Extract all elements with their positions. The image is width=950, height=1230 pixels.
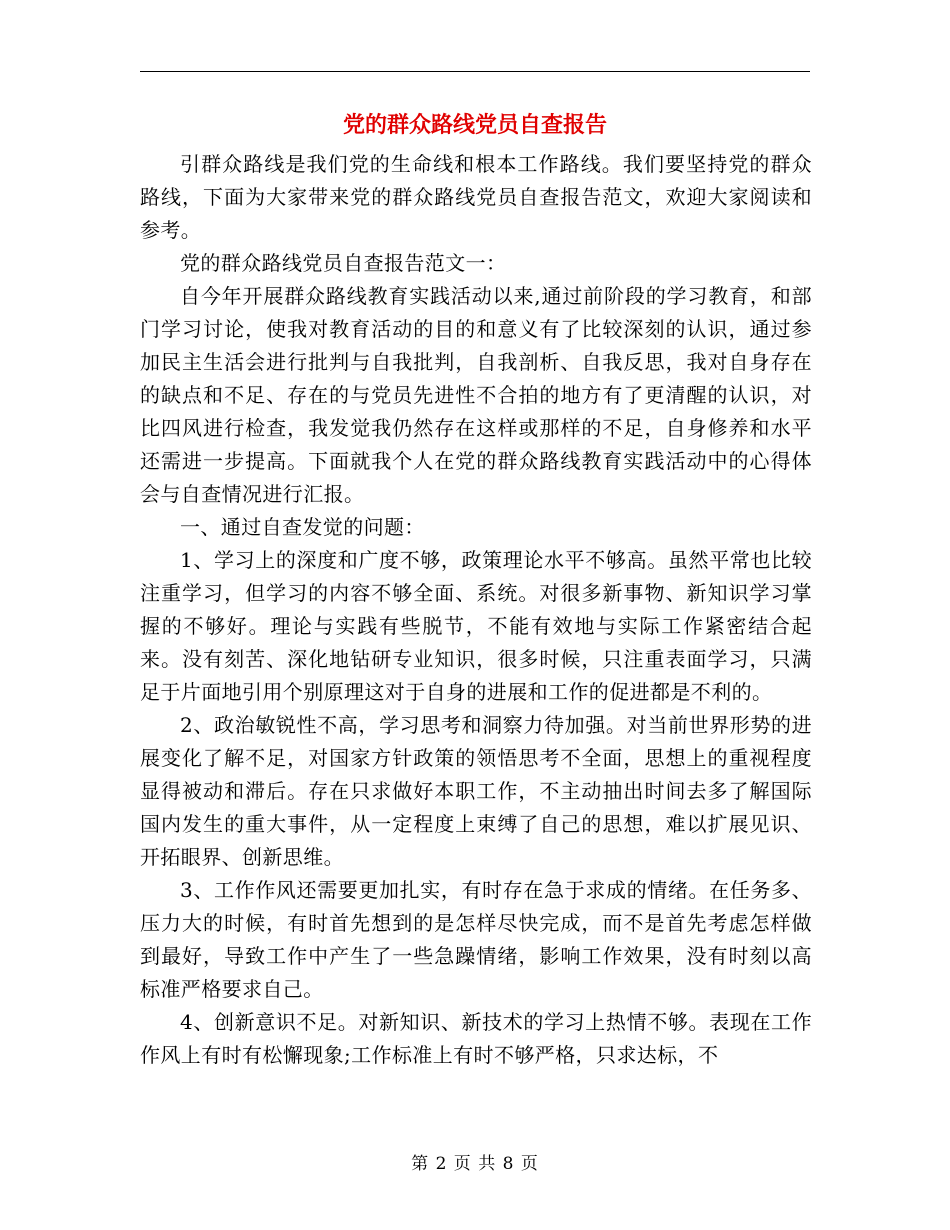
issue-item-3: 3、工作作风还需要更加扎实，有时存在急于求成的情绪。在任务多、压力大的时候，有时首先想到的是怎样尽快完成，而不是首先考虑怎样做到最好，导致工作中产生了一些急躁情绪，影响工作效果，没有时刻以高标准严格要求自己。 [140, 878, 812, 1001]
body-paragraph: 自今年开展群众路线教育实践活动以来,通过前阶段的学习教育，和部门学习讨论，使我对教育活动的目的和意义有了比较深刻的认识，通过参加民主生活会进行批判与自我批判，自我剖析、自我反思，我对自身存在的缺点和不足、存在的与党员先进性不合拍的地方有了更清醒的认识，对比四风进行检查，我发觉我仍然存在这样或那样的不足，自身修养和水平还需进一步提高。下面就我个人在党的群众路线教育实践活动中的心得体会与自查情况进行汇报。 [140, 284, 812, 506]
document-body [140, 148, 812, 1072]
issue-item-2: 2、政治敏锐性不高，学习思考和洞察力待加强。对当前世界形势的进展变化了解不足，对国家方针政策的领悟思考不全面，思想上的重视程度显得被动和滞后。存在只求做好本职工作，不主动抽出时间去多了解国际国内发生的重大事件，从一定程度上束缚了自己的思想，难以扩展见识、开拓眼界、创新思维。 [140, 713, 812, 869]
section-heading: 一、通过自查发觉的问题： [180, 515, 425, 539]
issue-item-1: 1、学习上的深度和广度不够，政策理论水平不够高。虽然平常也比较注重学习，但学习的内容不够全面、系统。对很多新事物、新知识学习掌握的不够好。理论与实践有些脱节，不能有效地与实际工作紧密结合起来。没有刻苦、深化地钻研专业知识，很多时候，只注重表面学习，只满足于片面地引用个别原理这对于自身的进展和工作的促进都是不利的。 [140, 548, 812, 704]
intro-paragraph: 引群众路线是我们党的生命线和根本工作路线。我们要坚持党的群众路线，下面为大家带来党的群众路线党员自查报告范文，欢迎大家阅读和参考。 [140, 152, 812, 242]
document-title: 党的群众路线党员自查报告 [342, 112, 607, 138]
page-number: 第 2 页 共 8 页 [411, 1154, 539, 1174]
issue-item-4: 4、创新意识不足。对新知识、新技术的学习上热情不够。表现在工作作风上有时有松懈现象;工作标准上有时不够严格，只求达标，不 [140, 1010, 812, 1067]
header-rule [140, 71, 810, 72]
sample-heading: 党的群众路线党员自查报告范文一： [180, 251, 507, 275]
